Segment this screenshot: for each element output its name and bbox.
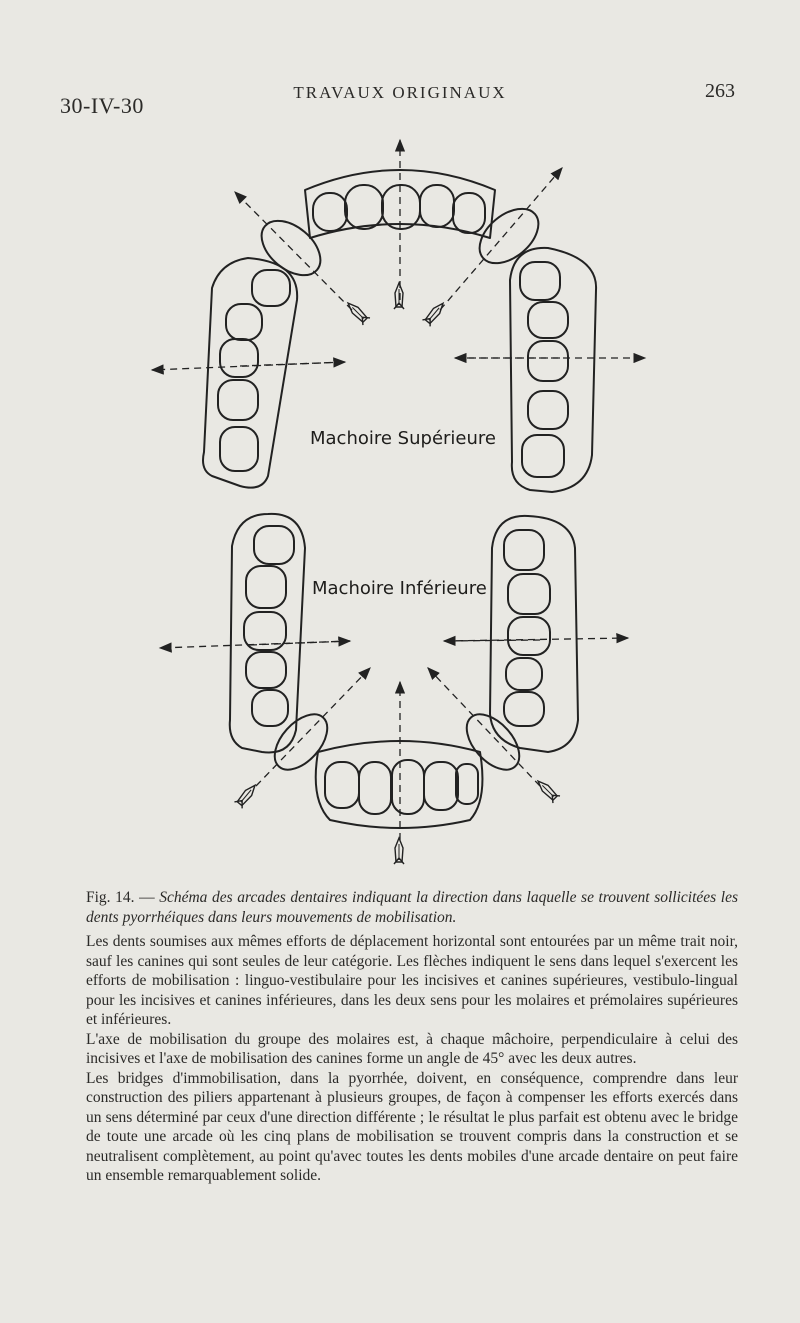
running-head: TRAVAUX ORIGINAUX: [293, 83, 507, 102]
upper-right-tail: [422, 300, 446, 326]
lower-left-canine: [265, 705, 337, 779]
caption-lead: Fig. 14. —: [86, 889, 160, 906]
lower-right-molars-group: [490, 516, 578, 752]
lower-right-tail: [535, 778, 560, 803]
caption-text: Schéma des arcades dentaires indiquant la direction dans laquelle se trouvent sollicitées les dents pyorrhéiques dans leurs mouvements de mobilisation.: [86, 889, 738, 926]
lower-jaw-label: Machoire Inférieure: [312, 578, 487, 599]
upper-left-molars-group: [203, 258, 297, 488]
date-mark: 30-IV-30: [60, 93, 144, 118]
lower-left-tail: [234, 782, 258, 808]
paragraph-3: Les bridges d'immobilisation, dans la pyorrhée, doivent, en conséquence, comprendre dans leur construction des piliers appartenant à plusieurs groupes, de façon à compenser les efforts exercés dans un sens déterminé par ceux d'une direction différente ; le résultat le plus parfait est obtenu avec le bridge de toute une arcade où les cinq plans de mobilisation se trouvent compris dans la construction et se neutralisent complètement, au point qu'avec toutes les dents mobiles d'une arcade dentaire on peut faire un ensemble remarquablement solide.: [86, 1069, 738, 1184]
lower-center-tail: [394, 838, 404, 864]
page-number: 263: [705, 80, 735, 102]
lower-left-diagonal-arrow: [256, 668, 370, 786]
figure-caption: [86, 888, 738, 927]
paragraph-1: Les dents soumises aux mêmes efforts de déplacement horizontal sont entourées par un même trait noir, sauf les canines qui sont seules de leur catégorie. Les flèches indiquent le sens dans lequel s'exercent les efforts de mobilisation : linguo-vestibulaire pour les incisives et canines supérieures, vestibulo-lingual pour les incisives et canines inférieures, dans les deux sens pour les molaires et prémolaires supérieures et inférieures.: [86, 933, 738, 1028]
lower-left-molars-group: [230, 514, 305, 753]
paragraph-2: L'axe de mobilisation du groupe des molaires est, à chaque mâchoire, perpendiculaire à celui des incisives et l'axe de mobilisation des canines forme un angle de 45° avec les deux autres.: [86, 1030, 738, 1067]
upper-right-molars-group: [510, 248, 596, 492]
lower-incisors-group: [316, 741, 483, 828]
upper-center-tail: [394, 283, 404, 309]
upper-right-diagonal-arrow: [440, 168, 562, 310]
body-text: [86, 932, 738, 1186]
upper-jaw-label: Machoire Supérieure: [310, 428, 496, 449]
upper-left-tail: [345, 300, 370, 325]
lower-right-canine: [457, 705, 529, 779]
